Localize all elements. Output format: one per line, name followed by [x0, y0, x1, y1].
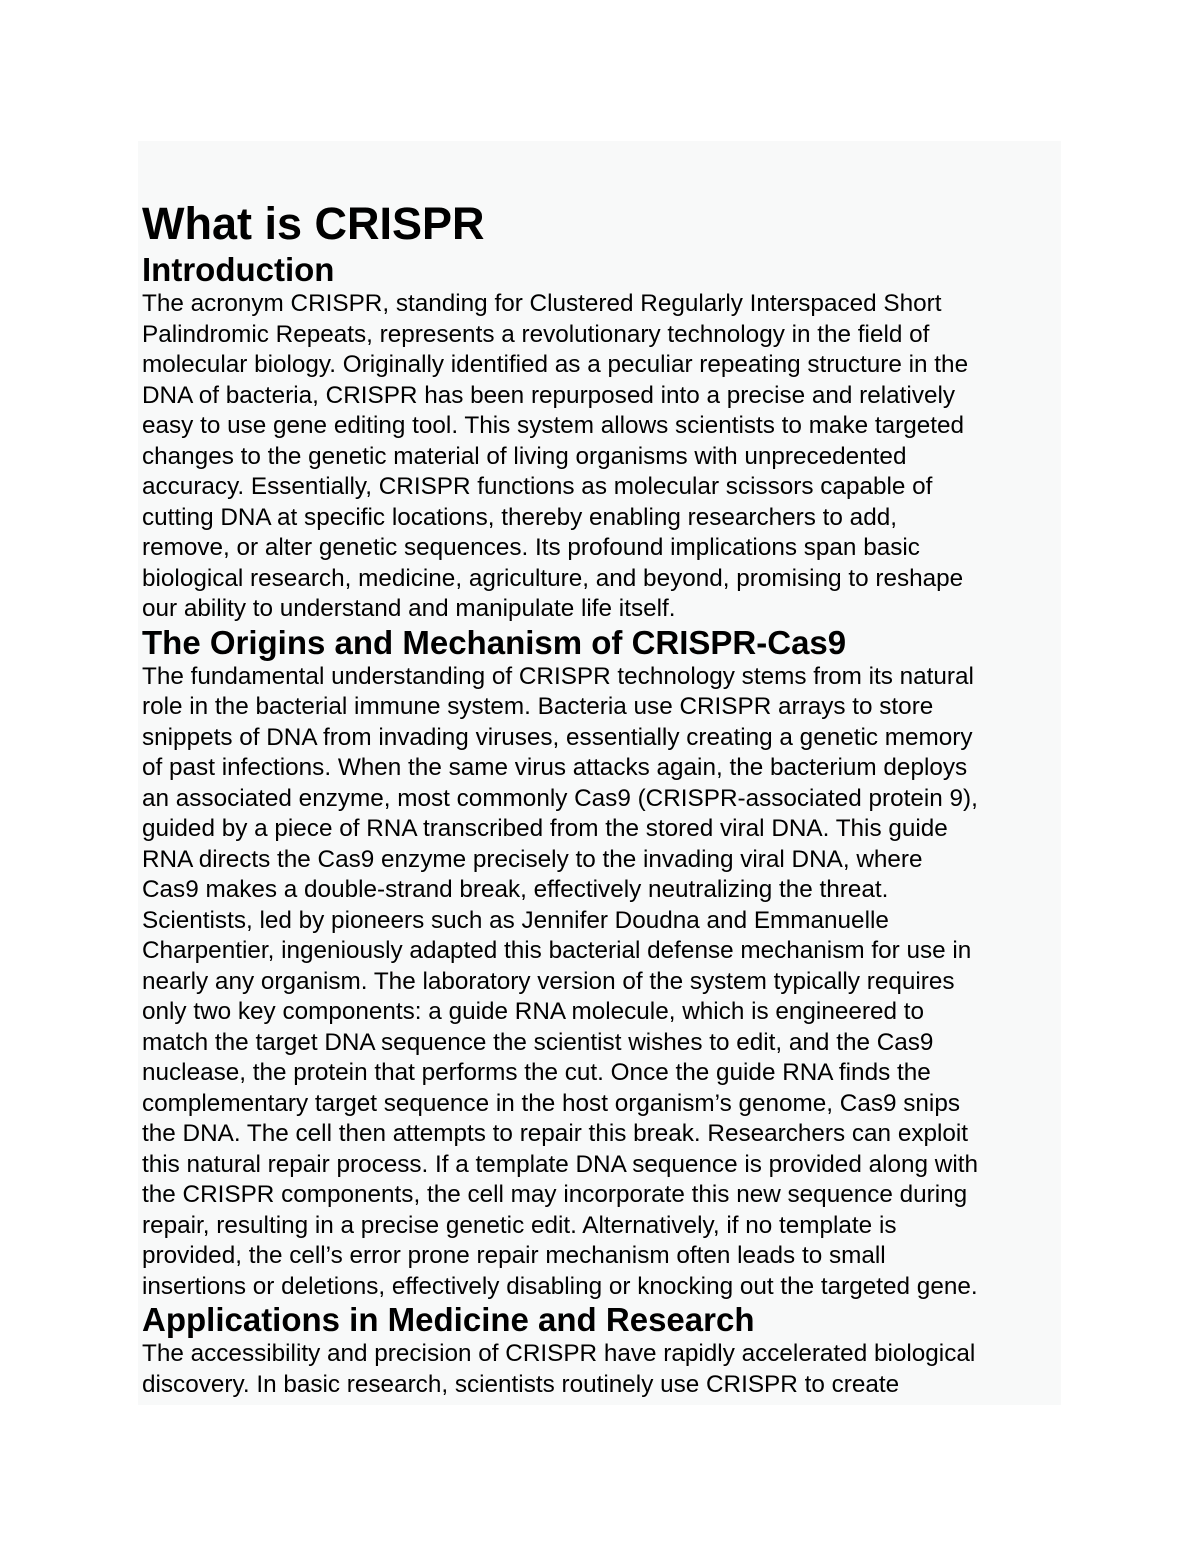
paragraph-line: snippets of DNA from invading viruses, essentially creating a genetic memory — [142, 723, 973, 751]
paragraph-line: repair, resulting in a precise genetic edit. Alternatively, if no template is — [142, 1211, 897, 1239]
paragraph-line: insertions or deletions, effectively disabling or knocking out the targeted gene. — [142, 1272, 978, 1300]
paragraph-line: match the target DNA sequence the scientist wishes to edit, and the Cas9 — [142, 1028, 934, 1056]
paragraph-line: DNA of bacteria, CRISPR has been repurposed into a precise and relatively — [142, 381, 956, 409]
paragraph-line: Cas9 makes a double-strand break, effectively neutralizing the threat. — [142, 876, 889, 903]
paragraph-line: this natural repair process. If a template DNA sequence is provided along with — [142, 1150, 978, 1178]
paragraph-line: cutting DNA at specific locations, thereby enabling researchers to add, — [142, 503, 897, 531]
paragraph-line: molecular biology. Originally identified as a peculiar repeating structure in the — [142, 351, 969, 378]
paragraph-line: our ability to understand and manipulate life itself. — [142, 595, 676, 622]
paragraph-line: provided, the cell’s error prone repair mechanism often leads to small — [142, 1242, 886, 1269]
section-paragraph-applications — [142, 1339, 1060, 1400]
paragraph-line: biological research, medicine, agriculture, and beyond, promising to reshape — [142, 564, 964, 592]
paragraph-line: nearly any organism. The laboratory version of the system typically requires — [142, 967, 955, 995]
paragraph-line: easy to use gene editing tool. This system allows scientists to make targeted — [142, 412, 965, 439]
section-paragraph-introduction — [142, 289, 1060, 625]
paragraph-line: The fundamental understanding of CRISPR technology stems from its natural — [142, 662, 974, 690]
document-page — [138, 141, 1061, 1405]
paragraph-line: an associated enzyme, most commonly Cas9 (CRISPR-associated protein 9), — [142, 784, 978, 812]
paragraph-line: guided by a piece of RNA transcribed from the stored viral DNA. This guide — [142, 815, 948, 842]
section-heading-origins-mechanism: The Origins and Mechanism of CRISPR-Cas9 — [142, 623, 847, 661]
paragraph-line: remove, or alter genetic sequences. Its profound implications span basic — [142, 534, 920, 561]
section-heading-applications: Applications in Medicine and Research — [142, 1301, 755, 1338]
paragraph-line: the DNA. The cell then attempts to repair this break. Researchers can exploit — [142, 1120, 969, 1147]
paragraph-line: The accessibility and precision of CRISPR have rapidly accelerated biological — [142, 1340, 976, 1367]
document-content — [142, 197, 1060, 1400]
paragraph-line: Charpentier, ingeniously adapted this bacterial defense mechanism for use in — [142, 937, 972, 964]
paragraph-line: nuclease, the protein that performs the cut. Once the guide RNA finds the — [142, 1059, 931, 1086]
paragraph-line: Scientists, led by pioneers such as Jennifer Doudna and Emmanuelle — [142, 906, 889, 934]
paragraph-line: complementary target sequence in the host organism’s genome, Cas9 snips — [142, 1089, 960, 1117]
section-paragraph-origins-mechanism — [142, 662, 1060, 1303]
paragraph-line: discovery. In basic research, scientists routinely use CRISPR to create — [142, 1370, 900, 1398]
paragraph-line: the CRISPR components, the cell may incorporate this new sequence during — [142, 1181, 968, 1208]
paragraph-line: accuracy. Essentially, CRISPR functions as molecular scissors capable of — [142, 473, 933, 500]
paragraph-line: only two key components: a guide RNA molecule, which is engineered to — [142, 998, 924, 1025]
section-heading-introduction: Introduction — [142, 251, 335, 288]
paragraph-line: changes to the genetic material of living organisms with unprecedented — [142, 442, 907, 470]
paragraph-line: RNA directs the Cas9 enzyme precisely to the invading viral DNA, where — [142, 845, 923, 873]
paragraph-line: Palindromic Repeats, represents a revolutionary technology in the field of — [142, 320, 930, 348]
paragraph-line: role in the bacterial immune system. Bacteria use CRISPR arrays to store — [142, 693, 934, 720]
paragraph-line: of past infections. When the same virus attacks again, the bacterium deploys — [142, 754, 968, 781]
paragraph-line: The acronym CRISPR, standing for Clustered Regularly Interspaced Short — [142, 290, 942, 317]
document-title: What is CRISPR — [142, 198, 485, 249]
